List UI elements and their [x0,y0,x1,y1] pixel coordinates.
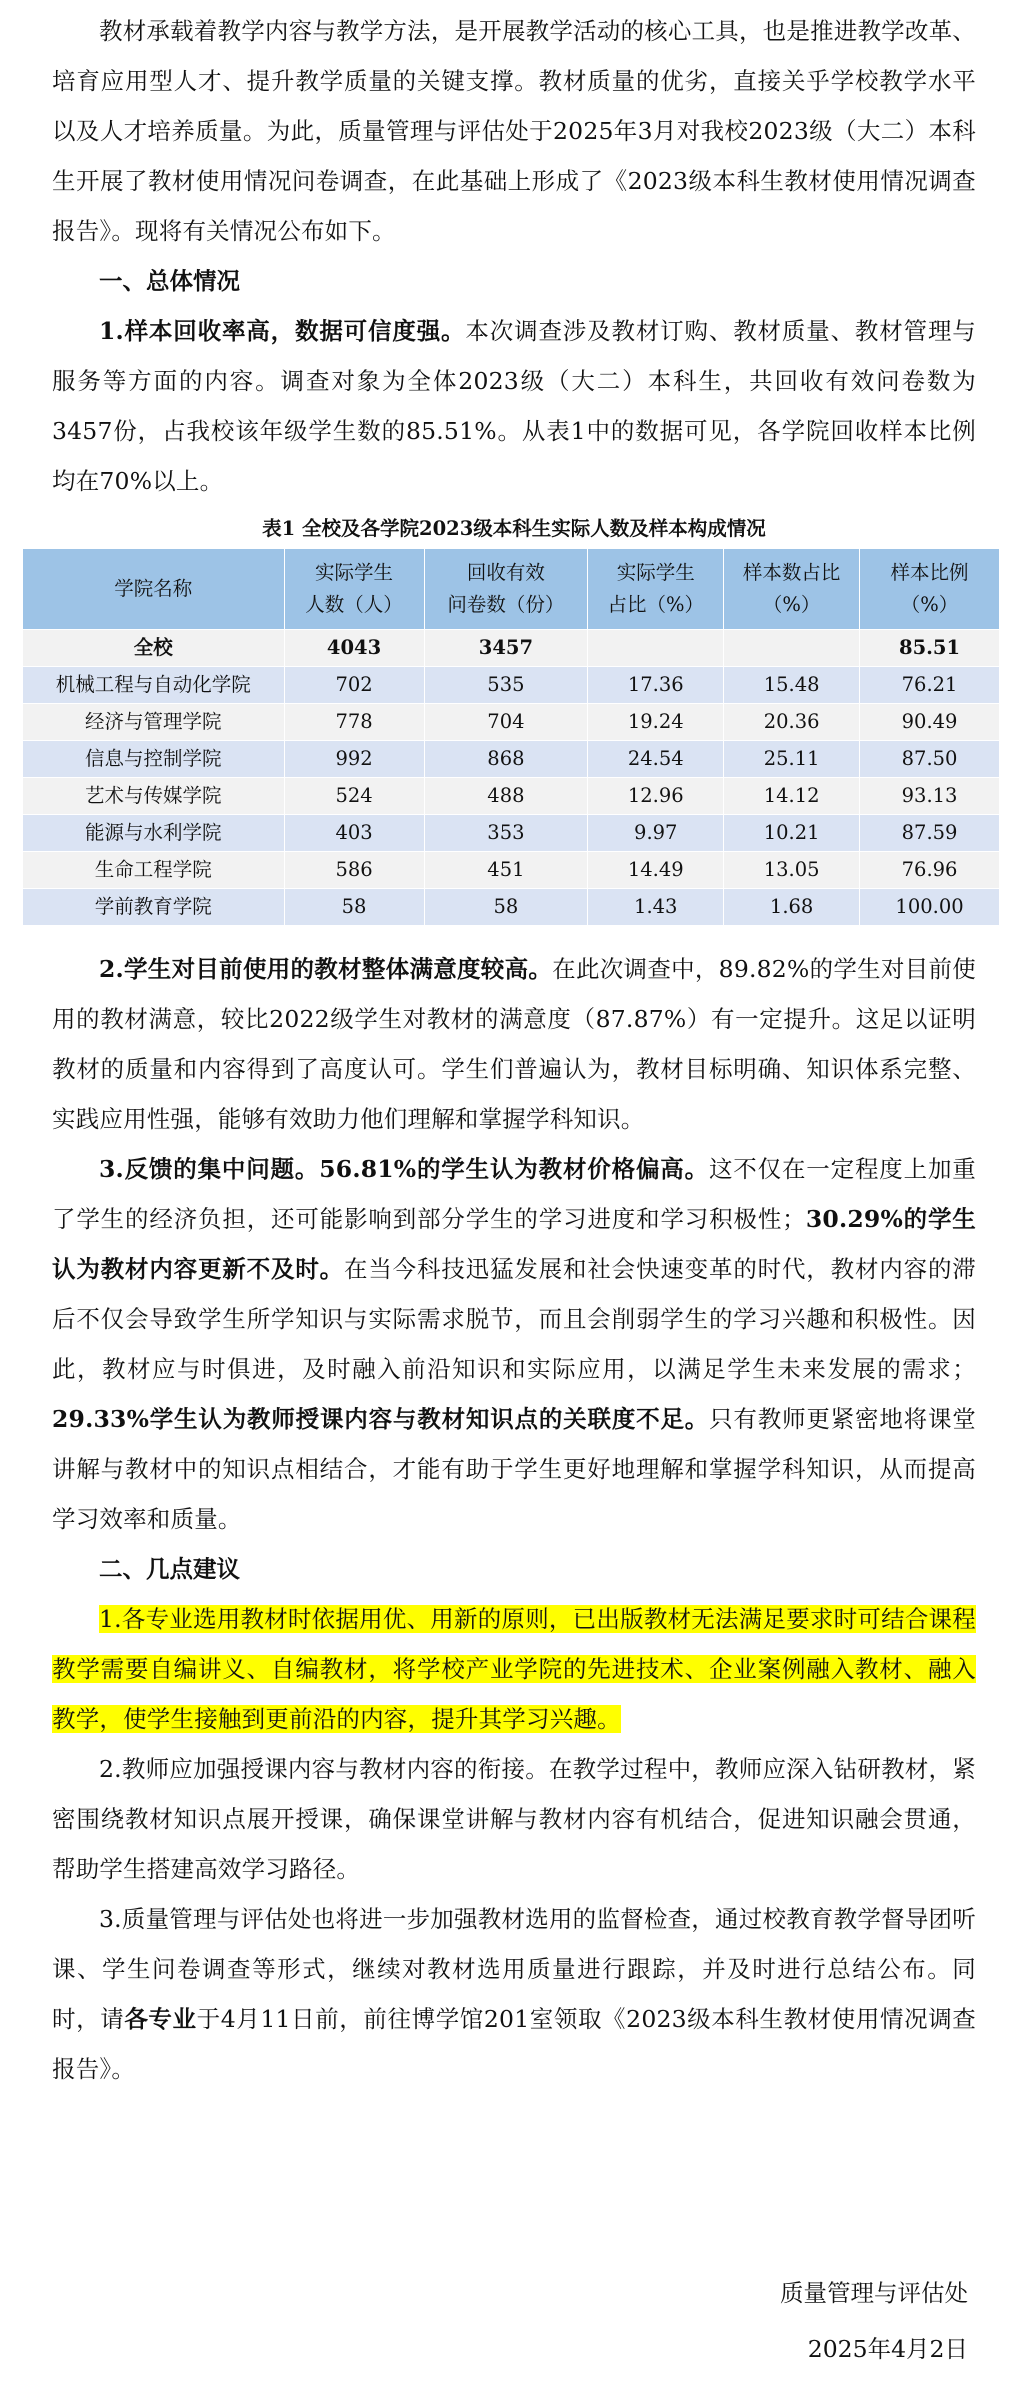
cell-sample-ratio: 87.59 [860,815,1000,852]
cell-student-share: 12.96 [588,778,724,815]
suggestion-3-bold: 各专业 [124,2005,197,2033]
cell-sample-ratio: 87.50 [860,741,1000,778]
header-actual-students: 实际学生 人数（人） [284,549,424,630]
section1-point2 [52,944,976,1144]
cell-college: 信息与控制学院 [23,741,285,778]
point3-text-1: 这不仅在一定程度上加重了学生的经济负担，还可能影响到部分学生的学习进度和学习积极性； [52,1155,976,1233]
table-row [23,667,1000,704]
cell-student-share: 14.49 [588,852,724,889]
cell-actual-students: 403 [284,815,424,852]
cell-actual-students: 586 [284,852,424,889]
signature-org: 质量管理与评估处 [780,2279,968,2307]
cell-valid-questionnaires: 868 [424,741,588,778]
cell-sample-share: 10.21 [724,815,860,852]
cell-sample-ratio: 100.00 [860,889,1000,926]
point3-bold-2: 30.29%的学生认为教材内容更新不及时。 [52,1205,977,1283]
point1-text: 本次调查涉及教材订购、教材质量、教材管理与服务等方面的内容。调查对象为全体2023级（大二）本科生，共回收有效问卷数为3457份，占我校该年级学生数的85.51%。从表1中的数据可见，各学院回收样本比例均在70%以上。 [52,317,976,495]
cell-actual-students: 702 [284,667,424,704]
point3-text-3: 只有教师更紧密地将课堂讲解与教材中的知识点相结合，才能有助于学生更好地理解和掌握学科知识，从而提高学习效率和质量。 [52,1405,977,1533]
table-row [23,741,1000,778]
point3-bold-3: 29.33%学生认为教师授课内容与教材知识点的关联度不足。 [52,1405,710,1433]
cell-college: 机械工程与自动化学院 [23,667,285,704]
cell-sample-share: 13.05 [724,852,860,889]
suggestion-3-part-a: 3.质量管理与评估处也将进一步加强教材选用的监督检查，通过校教育教学督导团听课、学生问卷调查等形式，继续对教材选用质量进行跟踪，并及时进行总结公布。同时，请 [52,1905,976,2033]
suggestion-1 [52,1594,976,1744]
table-row [23,630,1000,667]
cell-student-share: 19.24 [588,704,724,741]
cell-actual-students: 778 [284,704,424,741]
cell-sample-share: 1.68 [724,889,860,926]
cell-sample-share [724,630,860,667]
point3-bold-1: 3.反馈的集中问题。56.81%的学生认为教材价格偏高。 [99,1155,709,1183]
table-caption: 表1 全校及各学院2023级本科生实际人数及样本构成情况 [262,517,766,540]
cell-valid-questionnaires: 488 [424,778,588,815]
suggestion-3 [52,1894,976,2094]
cell-valid-questionnaires: 535 [424,667,588,704]
table-row [23,778,1000,815]
cell-valid-questionnaires: 3457 [424,630,588,667]
cell-college: 艺术与传媒学院 [23,778,285,815]
suggestion-1-highlighted: 1.各专业选用教材时依据用优、用新的原则，已出版教材无法满足要求时可结合课程教学需要自编讲义、自编教材，将学校产业学院的先进技术、企业案例融入教材、融入教学，使学生接触到更前沿的内容，提升其学习兴趣。 [52,1605,976,1733]
cell-student-share: 1.43 [588,889,724,926]
sample-table [22,548,1000,926]
cell-college: 生命工程学院 [23,852,285,889]
cell-student-share: 24.54 [588,741,724,778]
intro-paragraph: 教材承载着教学内容与教学方法，是开展教学活动的核心工具，也是推进教学改革、培育应用型人才、提升教学质量的关键支撑。教材质量的优劣，直接关乎学校教学水平以及人才培养质量。为此，质量管理与评估处于2025年3月对我校2023级（大二）本科生开展了教材使用情况问卷调查，在此基础上形成了《2023级本科生教材使用情况调查报告》。现将有关情况公布如下。 [52,17,976,245]
header-valid-questionnaires: 回收有效 问卷数（份） [424,549,588,630]
document-page [0,6,1024,2389]
point2-bold: 2.学生对目前使用的教材整体满意度较高。 [99,955,553,983]
cell-college: 能源与水利学院 [23,815,285,852]
cell-student-share: 9.97 [588,815,724,852]
table-row [23,815,1000,852]
point3-text-2: 在当今科技迅猛发展和社会快速变革的时代，教材内容的滞后不仅会导致学生所学知识与实际需求脱节，而且会削弱学生的学习兴趣和积极性。因此，教材应与时俱进，及时融入前沿知识和实际应用，以满足学生未来发展的需求； [52,1255,977,1383]
cell-college: 全校 [23,630,285,667]
point2-text: 在此次调查中，89.82%的学生对目前使用的教材满意，较比2022级学生对教材的满意度（87.87%）有一定提升。这足以证明教材的质量和内容得到了高度认可。学生们普遍认为，教材目标明确、知识体系完整、实践应用性强，能够有效助力他们理解和掌握学科知识。 [52,955,976,1133]
section1-point1 [52,306,976,506]
cell-valid-questionnaires: 704 [424,704,588,741]
table-row [23,704,1000,741]
cell-valid-questionnaires: 353 [424,815,588,852]
cell-sample-ratio: 90.49 [860,704,1000,741]
cell-valid-questionnaires: 58 [424,889,588,926]
cell-actual-students: 4043 [284,630,424,667]
cell-student-share: 17.36 [588,667,724,704]
section1-point3 [52,1144,976,1544]
signature-date: 2025年4月2日 [807,2335,968,2363]
header-student-share: 实际学生 占比（%） [588,549,724,630]
cell-actual-students: 58 [284,889,424,926]
table-row [23,852,1000,889]
cell-sample-share: 14.12 [724,778,860,815]
table-row [23,889,1000,926]
header-college: 学院名称 [23,549,285,630]
cell-college: 经济与管理学院 [23,704,285,741]
cell-college: 学前教育学院 [23,889,285,926]
section1-heading: 一、总体情况 [99,267,240,295]
table-spacer [52,926,976,944]
cell-sample-share: 20.36 [724,704,860,741]
cell-sample-ratio: 76.96 [860,852,1000,889]
cell-sample-ratio: 85.51 [860,630,1000,667]
cell-sample-ratio: 76.21 [860,667,1000,704]
cell-sample-ratio: 93.13 [860,778,1000,815]
table-header-row [23,549,1000,630]
cell-actual-students: 992 [284,741,424,778]
cell-sample-share: 15.48 [724,667,860,704]
suggestion-3-part-c: 于4月11日前，前往博学馆201室领取《2023级本科生教材使用情况调查报告》。 [52,2005,976,2083]
point1-bold: 1.样本回收率高，数据可信度强。 [99,317,466,345]
cell-valid-questionnaires: 451 [424,852,588,889]
cell-actual-students: 524 [284,778,424,815]
cell-student-share [588,630,724,667]
cell-sample-share: 25.11 [724,741,860,778]
suggestion-2: 2.教师应加强授课内容与教材内容的衔接。在教学过程中，教师应深入钻研教材，紧密围绕教材知识点展开授课，确保课堂讲解与教材内容有机结合，促进知识融会贯通，帮助学生搭建高效学习路径。 [52,1755,976,1883]
header-sample-ratio: 样本比例 （%） [860,549,1000,630]
header-sample-share: 样本数占比 （%） [724,549,860,630]
section2-heading: 二、几点建议 [99,1555,240,1583]
